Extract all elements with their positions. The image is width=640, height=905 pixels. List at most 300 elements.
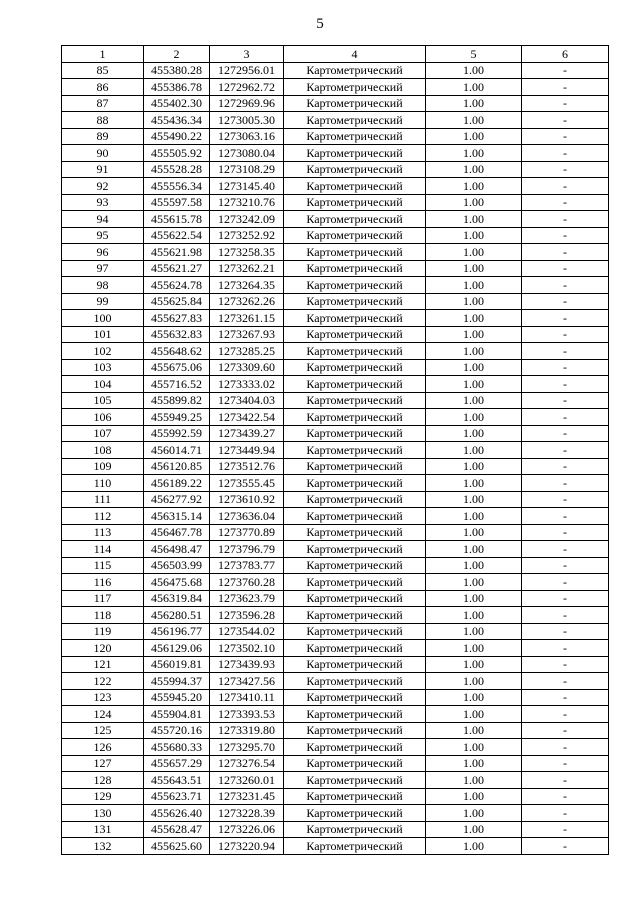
accuracy-cell: 1.00: [426, 541, 522, 558]
y-coordinate-cell: 1273145.40: [210, 178, 284, 195]
y-coordinate-cell: 1273080.04: [210, 145, 284, 162]
accuracy-cell: 1.00: [426, 458, 522, 475]
method-cell: Картометрический: [284, 178, 426, 195]
x-coordinate-cell: 455386.78: [144, 79, 210, 96]
table-row: [62, 656, 609, 673]
y-coordinate-cell: 1273242.09: [210, 211, 284, 228]
method-cell: Картометрический: [284, 458, 426, 475]
accuracy-cell: 1.00: [426, 574, 522, 591]
table-row: [62, 62, 609, 79]
table-row: [62, 838, 609, 855]
x-coordinate-cell: 455899.82: [144, 392, 210, 409]
accuracy-cell: 1.00: [426, 805, 522, 822]
note-cell: -: [522, 79, 609, 96]
accuracy-cell: 1.00: [426, 79, 522, 96]
accuracy-cell: 1.00: [426, 359, 522, 376]
point-number-cell: 126: [62, 739, 144, 756]
column-header: 6: [522, 46, 609, 63]
note-cell: -: [522, 508, 609, 525]
note-cell: -: [522, 409, 609, 426]
point-number-cell: 89: [62, 128, 144, 145]
accuracy-cell: 1.00: [426, 95, 522, 112]
table-row: [62, 590, 609, 607]
accuracy-cell: 1.00: [426, 425, 522, 442]
note-cell: -: [522, 161, 609, 178]
table-row: [62, 425, 609, 442]
table-row: [62, 722, 609, 739]
table-row: [62, 442, 609, 459]
accuracy-cell: 1.00: [426, 310, 522, 327]
y-coordinate-cell: 1273309.60: [210, 359, 284, 376]
accuracy-cell: 1.00: [426, 244, 522, 261]
x-coordinate-cell: 456498.47: [144, 541, 210, 558]
method-cell: Картометрический: [284, 392, 426, 409]
method-cell: Картометрический: [284, 821, 426, 838]
accuracy-cell: 1.00: [426, 772, 522, 789]
accuracy-cell: 1.00: [426, 557, 522, 574]
method-cell: Картометрический: [284, 640, 426, 657]
point-number-cell: 132: [62, 838, 144, 855]
table-row: [62, 227, 609, 244]
accuracy-cell: 1.00: [426, 112, 522, 129]
table-row: [62, 376, 609, 393]
note-cell: -: [522, 673, 609, 690]
table-row: [62, 689, 609, 706]
method-cell: Картометрический: [284, 689, 426, 706]
table-row: [62, 128, 609, 145]
accuracy-cell: 1.00: [426, 293, 522, 310]
table-header-row: [62, 46, 609, 63]
y-coordinate-cell: 1273623.79: [210, 590, 284, 607]
y-coordinate-cell: 1273261.15: [210, 310, 284, 327]
method-cell: Картометрический: [284, 805, 426, 822]
accuracy-cell: 1.00: [426, 590, 522, 607]
y-coordinate-cell: 1273319.80: [210, 722, 284, 739]
method-cell: Картометрический: [284, 376, 426, 393]
y-coordinate-cell: 1273226.06: [210, 821, 284, 838]
table-row: [62, 821, 609, 838]
accuracy-cell: 1.00: [426, 673, 522, 690]
table-row: [62, 755, 609, 772]
table-row: [62, 178, 609, 195]
accuracy-cell: 1.00: [426, 623, 522, 640]
note-cell: -: [522, 821, 609, 838]
point-number-cell: 87: [62, 95, 144, 112]
x-coordinate-cell: 456277.92: [144, 491, 210, 508]
note-cell: -: [522, 706, 609, 723]
y-coordinate-cell: 1273262.21: [210, 260, 284, 277]
table-row: [62, 475, 609, 492]
point-number-cell: 97: [62, 260, 144, 277]
x-coordinate-cell: 455490.22: [144, 128, 210, 145]
note-cell: -: [522, 739, 609, 756]
table-row: [62, 805, 609, 822]
accuracy-cell: 1.00: [426, 343, 522, 360]
table-row: [62, 293, 609, 310]
x-coordinate-cell: 455624.78: [144, 277, 210, 294]
note-cell: -: [522, 689, 609, 706]
point-number-cell: 123: [62, 689, 144, 706]
point-number-cell: 115: [62, 557, 144, 574]
point-number-cell: 100: [62, 310, 144, 327]
x-coordinate-cell: 455597.58: [144, 194, 210, 211]
note-cell: -: [522, 310, 609, 327]
table-row: [62, 392, 609, 409]
x-coordinate-cell: 456129.06: [144, 640, 210, 657]
point-number-cell: 91: [62, 161, 144, 178]
note-cell: -: [522, 244, 609, 261]
note-cell: -: [522, 128, 609, 145]
x-coordinate-cell: 455632.83: [144, 326, 210, 343]
point-number-cell: 128: [62, 772, 144, 789]
note-cell: -: [522, 112, 609, 129]
note-cell: -: [522, 755, 609, 772]
table-row: [62, 574, 609, 591]
x-coordinate-cell: 456475.68: [144, 574, 210, 591]
method-cell: Картометрический: [284, 722, 426, 739]
y-coordinate-cell: 1273220.94: [210, 838, 284, 855]
point-number-cell: 110: [62, 475, 144, 492]
point-number-cell: 88: [62, 112, 144, 129]
x-coordinate-cell: 455626.40: [144, 805, 210, 822]
y-coordinate-cell: 1273333.02: [210, 376, 284, 393]
y-coordinate-cell: 1273285.25: [210, 343, 284, 360]
point-number-cell: 94: [62, 211, 144, 228]
x-coordinate-cell: 455949.25: [144, 409, 210, 426]
note-cell: -: [522, 277, 609, 294]
note-cell: -: [522, 343, 609, 360]
point-number-cell: 95: [62, 227, 144, 244]
x-coordinate-cell: 455615.78: [144, 211, 210, 228]
column-header: 5: [426, 46, 522, 63]
table-row: [62, 244, 609, 261]
method-cell: Картометрический: [284, 508, 426, 525]
x-coordinate-cell: 455945.20: [144, 689, 210, 706]
method-cell: Картометрический: [284, 623, 426, 640]
table-row: [62, 508, 609, 525]
point-number-cell: 90: [62, 145, 144, 162]
point-number-cell: 114: [62, 541, 144, 558]
point-number-cell: 102: [62, 343, 144, 360]
point-number-cell: 108: [62, 442, 144, 459]
y-coordinate-cell: 1273760.28: [210, 574, 284, 591]
accuracy-cell: 1.00: [426, 689, 522, 706]
accuracy-cell: 1.00: [426, 178, 522, 195]
method-cell: Картометрический: [284, 673, 426, 690]
note-cell: -: [522, 178, 609, 195]
accuracy-cell: 1.00: [426, 277, 522, 294]
table-row: [62, 640, 609, 657]
x-coordinate-cell: 455505.92: [144, 145, 210, 162]
note-cell: -: [522, 574, 609, 591]
x-coordinate-cell: 455625.60: [144, 838, 210, 855]
method-cell: Картометрический: [284, 161, 426, 178]
x-coordinate-cell: 456503.99: [144, 557, 210, 574]
method-cell: Картометрический: [284, 260, 426, 277]
method-cell: Картометрический: [284, 491, 426, 508]
x-coordinate-cell: 455675.06: [144, 359, 210, 376]
method-cell: Картометрический: [284, 310, 426, 327]
note-cell: -: [522, 788, 609, 805]
y-coordinate-cell: 1273264.35: [210, 277, 284, 294]
y-coordinate-cell: 1272956.01: [210, 62, 284, 79]
method-cell: Картометрический: [284, 326, 426, 343]
column-header: 4: [284, 46, 426, 63]
y-coordinate-cell: 1273231.45: [210, 788, 284, 805]
accuracy-cell: 1.00: [426, 508, 522, 525]
point-number-cell: 101: [62, 326, 144, 343]
note-cell: -: [522, 194, 609, 211]
x-coordinate-cell: 455648.62: [144, 343, 210, 360]
table-row: [62, 491, 609, 508]
x-coordinate-cell: 455992.59: [144, 425, 210, 442]
x-coordinate-cell: 455716.52: [144, 376, 210, 393]
table-row: [62, 161, 609, 178]
y-coordinate-cell: 1273512.76: [210, 458, 284, 475]
point-number-cell: 120: [62, 640, 144, 657]
y-coordinate-cell: 1273502.10: [210, 640, 284, 657]
point-number-cell: 111: [62, 491, 144, 508]
method-cell: Картометрический: [284, 145, 426, 162]
table-row: [62, 772, 609, 789]
column-header: 2: [144, 46, 210, 63]
method-cell: Картометрический: [284, 772, 426, 789]
note-cell: -: [522, 425, 609, 442]
note-cell: -: [522, 260, 609, 277]
method-cell: Картометрический: [284, 293, 426, 310]
note-cell: -: [522, 458, 609, 475]
x-coordinate-cell: 455622.54: [144, 227, 210, 244]
x-coordinate-cell: 455556.34: [144, 178, 210, 195]
accuracy-cell: 1.00: [426, 326, 522, 343]
table-row: [62, 326, 609, 343]
y-coordinate-cell: 1273108.29: [210, 161, 284, 178]
accuracy-cell: 1.00: [426, 607, 522, 624]
table-row: [62, 145, 609, 162]
accuracy-cell: 1.00: [426, 392, 522, 409]
point-number-cell: 106: [62, 409, 144, 426]
table-row: [62, 706, 609, 723]
x-coordinate-cell: 456467.78: [144, 524, 210, 541]
x-coordinate-cell: 455528.28: [144, 161, 210, 178]
y-coordinate-cell: 1273422.54: [210, 409, 284, 426]
y-coordinate-cell: 1273258.35: [210, 244, 284, 261]
y-coordinate-cell: 1273544.02: [210, 623, 284, 640]
method-cell: Картометрический: [284, 112, 426, 129]
note-cell: -: [522, 392, 609, 409]
y-coordinate-cell: 1273005.30: [210, 112, 284, 129]
note-cell: -: [522, 475, 609, 492]
method-cell: Картометрический: [284, 656, 426, 673]
point-number-cell: 122: [62, 673, 144, 690]
y-coordinate-cell: 1273260.01: [210, 772, 284, 789]
table-row: [62, 343, 609, 360]
table-row: [62, 623, 609, 640]
accuracy-cell: 1.00: [426, 376, 522, 393]
note-cell: -: [522, 838, 609, 855]
y-coordinate-cell: 1273276.54: [210, 755, 284, 772]
accuracy-cell: 1.00: [426, 706, 522, 723]
accuracy-cell: 1.00: [426, 442, 522, 459]
x-coordinate-cell: 455402.30: [144, 95, 210, 112]
note-cell: -: [522, 62, 609, 79]
note-cell: -: [522, 607, 609, 624]
accuracy-cell: 1.00: [426, 62, 522, 79]
accuracy-cell: 1.00: [426, 788, 522, 805]
x-coordinate-cell: 456014.71: [144, 442, 210, 459]
point-number-cell: 109: [62, 458, 144, 475]
method-cell: Картометрический: [284, 788, 426, 805]
method-cell: Картометрический: [284, 739, 426, 756]
accuracy-cell: 1.00: [426, 211, 522, 228]
note-cell: -: [522, 442, 609, 459]
method-cell: Картометрический: [284, 359, 426, 376]
table-row: [62, 277, 609, 294]
point-number-cell: 92: [62, 178, 144, 195]
method-cell: Картометрический: [284, 755, 426, 772]
table-row: [62, 739, 609, 756]
method-cell: Картометрический: [284, 590, 426, 607]
point-number-cell: 103: [62, 359, 144, 376]
accuracy-cell: 1.00: [426, 739, 522, 756]
table-row: [62, 524, 609, 541]
accuracy-cell: 1.00: [426, 260, 522, 277]
method-cell: Картометрический: [284, 442, 426, 459]
x-coordinate-cell: 455627.83: [144, 310, 210, 327]
table-row: [62, 95, 609, 112]
accuracy-cell: 1.00: [426, 145, 522, 162]
x-coordinate-cell: 455621.27: [144, 260, 210, 277]
note-cell: -: [522, 640, 609, 657]
point-number-cell: 104: [62, 376, 144, 393]
x-coordinate-cell: 456319.84: [144, 590, 210, 607]
table-row: [62, 541, 609, 558]
note-cell: -: [522, 656, 609, 673]
point-number-cell: 105: [62, 392, 144, 409]
method-cell: Картометрический: [284, 557, 426, 574]
note-cell: -: [522, 722, 609, 739]
note-cell: -: [522, 557, 609, 574]
point-number-cell: 86: [62, 79, 144, 96]
note-cell: -: [522, 491, 609, 508]
note-cell: -: [522, 524, 609, 541]
method-cell: Картометрический: [284, 277, 426, 294]
method-cell: Картометрический: [284, 524, 426, 541]
accuracy-cell: 1.00: [426, 821, 522, 838]
page-number: 5: [316, 16, 324, 32]
x-coordinate-cell: 455436.34: [144, 112, 210, 129]
table-row: [62, 79, 609, 96]
point-number-cell: 113: [62, 524, 144, 541]
accuracy-cell: 1.00: [426, 194, 522, 211]
method-cell: Картометрический: [284, 194, 426, 211]
x-coordinate-cell: 456315.14: [144, 508, 210, 525]
y-coordinate-cell: 1273449.94: [210, 442, 284, 459]
table-row: [62, 673, 609, 690]
note-cell: -: [522, 95, 609, 112]
method-cell: Картометрический: [284, 343, 426, 360]
point-number-cell: 119: [62, 623, 144, 640]
method-cell: Картометрический: [284, 541, 426, 558]
x-coordinate-cell: 456280.51: [144, 607, 210, 624]
point-number-cell: 98: [62, 277, 144, 294]
accuracy-cell: 1.00: [426, 524, 522, 541]
point-number-cell: 93: [62, 194, 144, 211]
y-coordinate-cell: 1272962.72: [210, 79, 284, 96]
point-number-cell: 107: [62, 425, 144, 442]
accuracy-cell: 1.00: [426, 722, 522, 739]
accuracy-cell: 1.00: [426, 491, 522, 508]
method-cell: Картометрический: [284, 211, 426, 228]
y-coordinate-cell: 1273410.11: [210, 689, 284, 706]
x-coordinate-cell: 455994.37: [144, 673, 210, 690]
y-coordinate-cell: 1273210.76: [210, 194, 284, 211]
accuracy-cell: 1.00: [426, 475, 522, 492]
y-coordinate-cell: 1273783.77: [210, 557, 284, 574]
method-cell: Картометрический: [284, 128, 426, 145]
y-coordinate-cell: 1272969.96: [210, 95, 284, 112]
accuracy-cell: 1.00: [426, 656, 522, 673]
y-coordinate-cell: 1273796.79: [210, 541, 284, 558]
y-coordinate-cell: 1273439.27: [210, 425, 284, 442]
point-number-cell: 112: [62, 508, 144, 525]
accuracy-cell: 1.00: [426, 128, 522, 145]
x-coordinate-cell: 456019.81: [144, 656, 210, 673]
y-coordinate-cell: 1273636.04: [210, 508, 284, 525]
method-cell: Картометрический: [284, 838, 426, 855]
method-cell: Картометрический: [284, 62, 426, 79]
note-cell: -: [522, 590, 609, 607]
point-number-cell: 85: [62, 62, 144, 79]
x-coordinate-cell: 455623.71: [144, 788, 210, 805]
y-coordinate-cell: 1273555.45: [210, 475, 284, 492]
x-coordinate-cell: 455380.28: [144, 62, 210, 79]
column-header: 3: [210, 46, 284, 63]
x-coordinate-cell: 456189.22: [144, 475, 210, 492]
y-coordinate-cell: 1273252.92: [210, 227, 284, 244]
note-cell: -: [522, 211, 609, 228]
table-body: [62, 62, 609, 854]
method-cell: Картометрический: [284, 607, 426, 624]
y-coordinate-cell: 1273596.28: [210, 607, 284, 624]
x-coordinate-cell: 455657.29: [144, 755, 210, 772]
accuracy-cell: 1.00: [426, 755, 522, 772]
point-number-cell: 124: [62, 706, 144, 723]
y-coordinate-cell: 1273063.16: [210, 128, 284, 145]
method-cell: Картометрический: [284, 227, 426, 244]
x-coordinate-cell: 456120.85: [144, 458, 210, 475]
x-coordinate-cell: 455628.47: [144, 821, 210, 838]
method-cell: Картометрический: [284, 95, 426, 112]
method-cell: Картометрический: [284, 574, 426, 591]
y-coordinate-cell: 1273439.93: [210, 656, 284, 673]
table-row: [62, 359, 609, 376]
table-row: [62, 607, 609, 624]
table-row: [62, 458, 609, 475]
method-cell: Картометрический: [284, 706, 426, 723]
y-coordinate-cell: 1273610.92: [210, 491, 284, 508]
x-coordinate-cell: 455904.81: [144, 706, 210, 723]
note-cell: -: [522, 359, 609, 376]
y-coordinate-cell: 1273262.26: [210, 293, 284, 310]
x-coordinate-cell: 455680.33: [144, 739, 210, 756]
table-row: [62, 409, 609, 426]
accuracy-cell: 1.00: [426, 409, 522, 426]
point-number-cell: 96: [62, 244, 144, 261]
note-cell: -: [522, 541, 609, 558]
accuracy-cell: 1.00: [426, 838, 522, 855]
point-number-cell: 127: [62, 755, 144, 772]
